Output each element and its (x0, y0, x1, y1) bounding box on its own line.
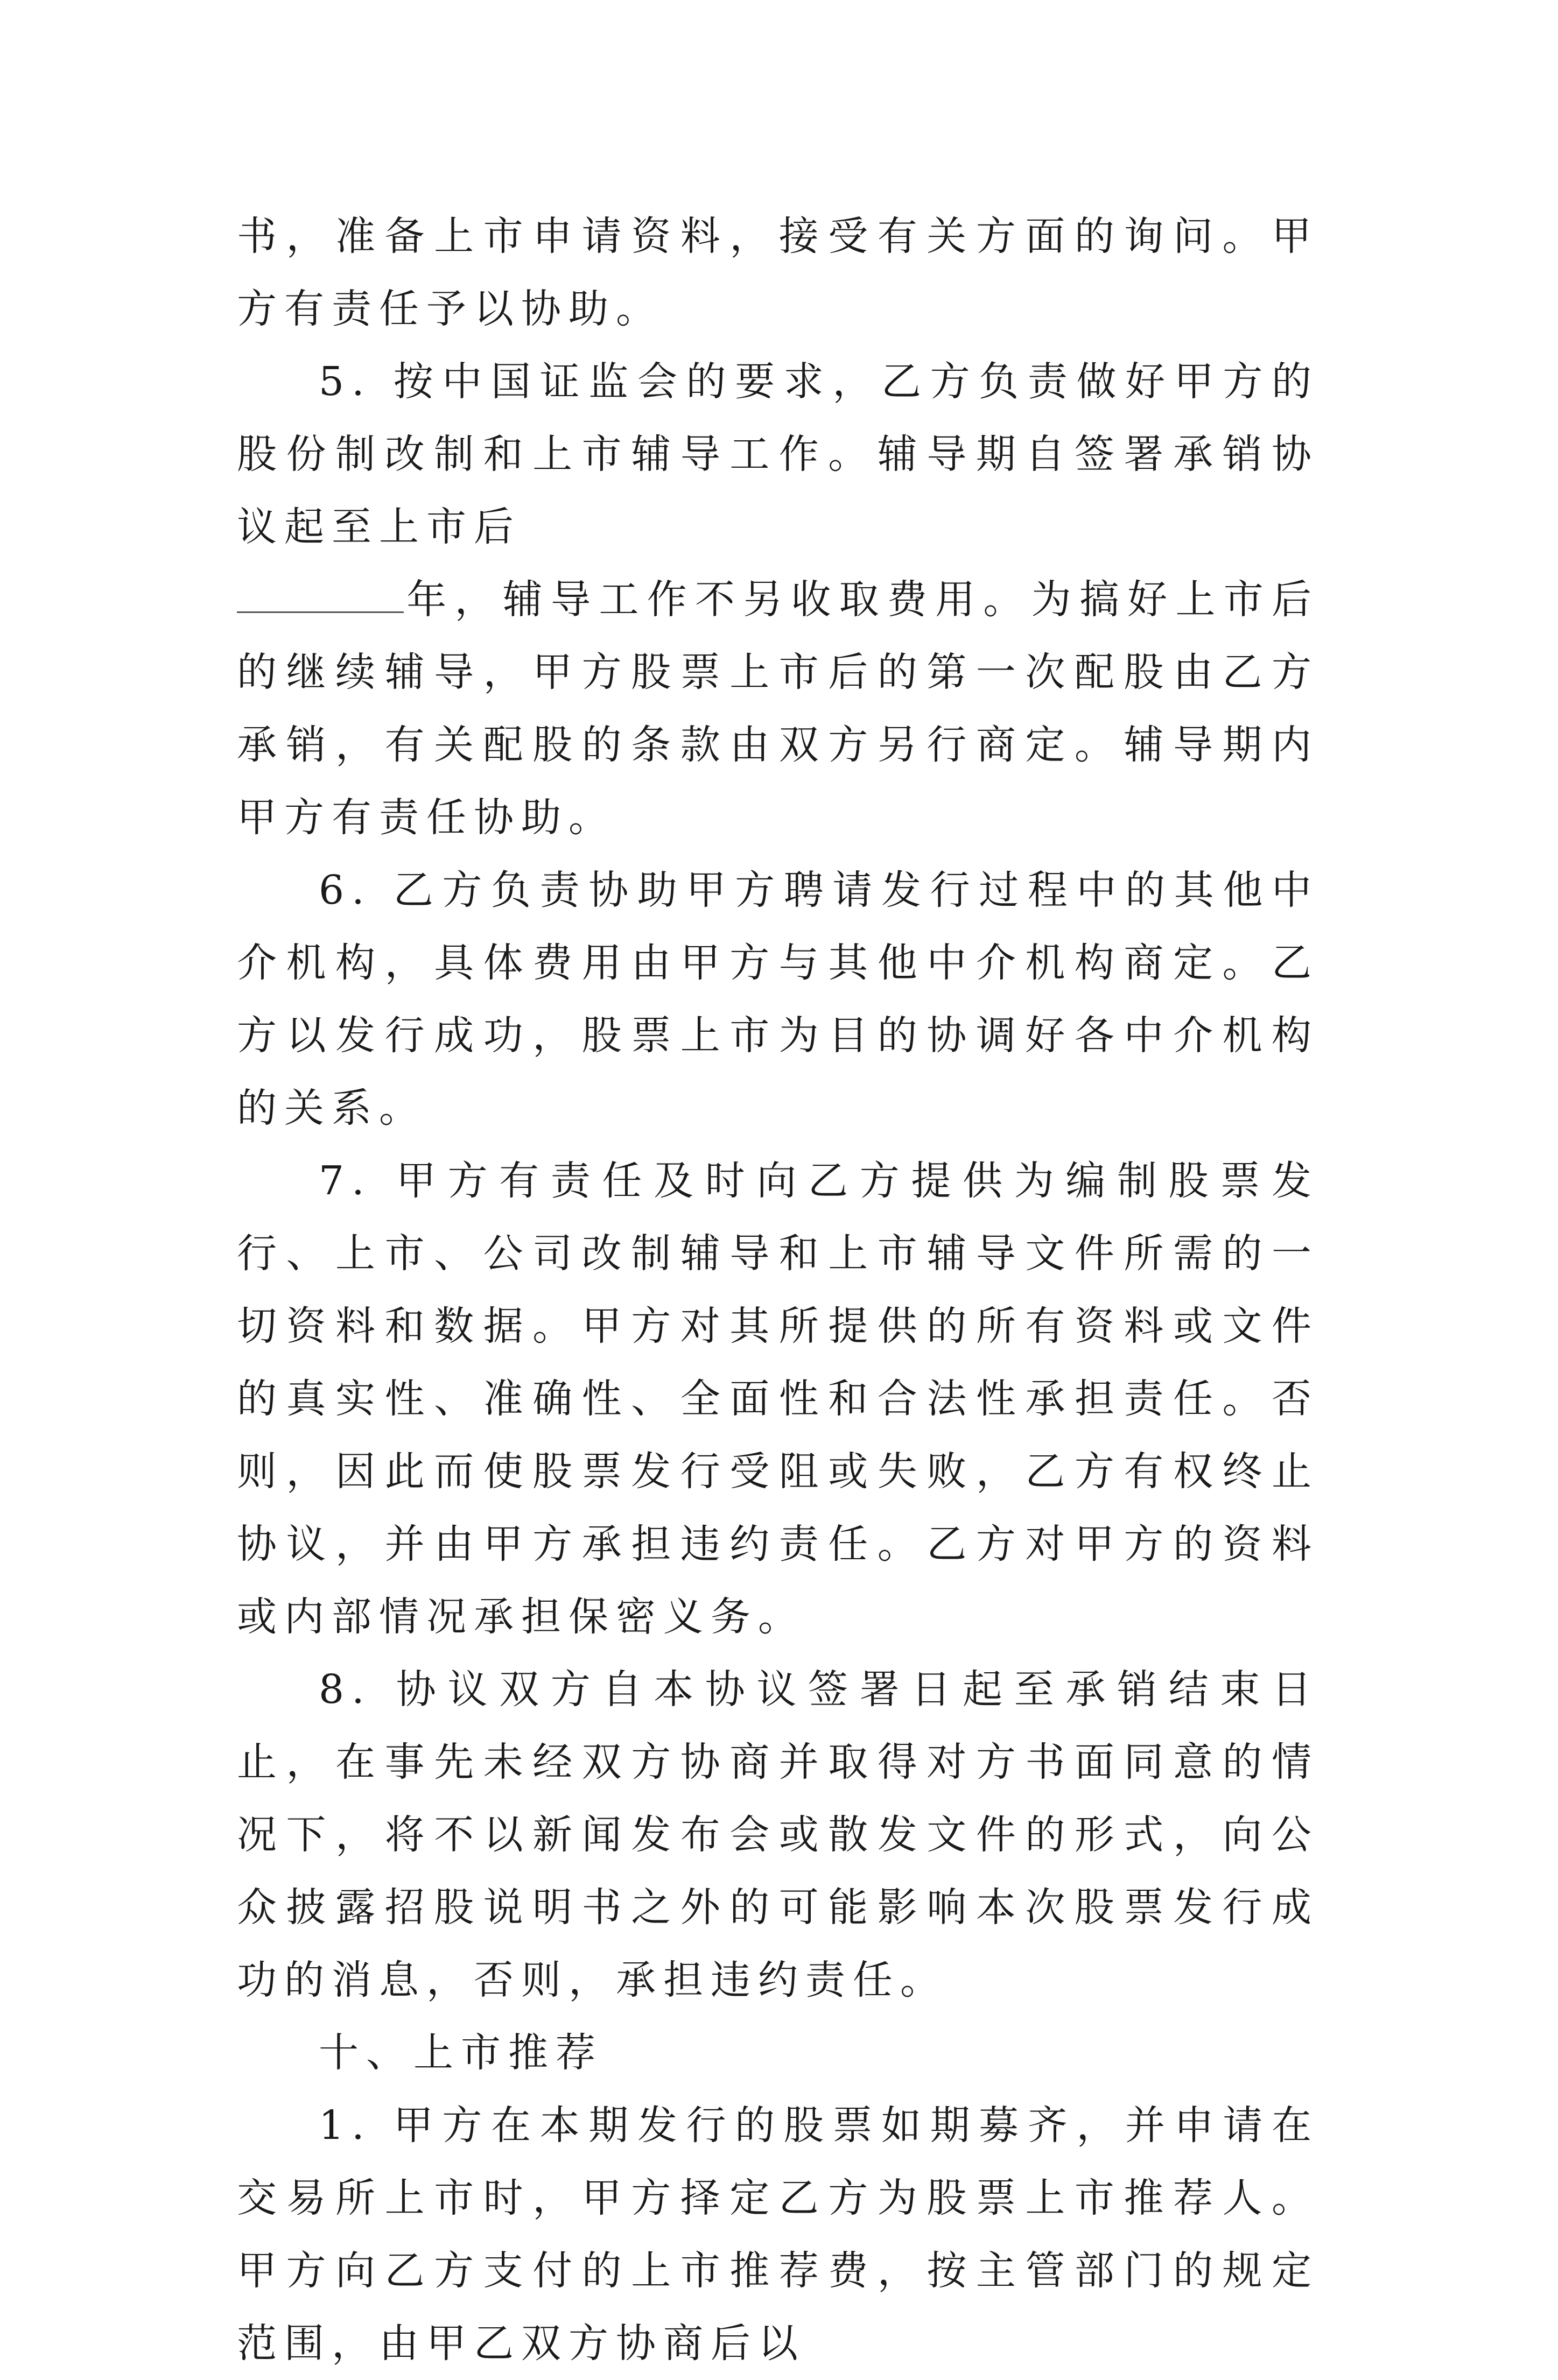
paragraph-continuation: 书，准备上市申请资料，接受有关方面的询问。甲方有责任予以协助。 (237, 213, 1319, 332)
paragraph-item-5-text: 5. 按中国证监会的要求，乙方负责做好甲方的股份制改制和上市辅导工作。辅导期自签署承销协议起至上市后 (237, 358, 1319, 550)
paragraph-item-8: 8. 协议双方自本协议签署日起至承销结束日止，在事先未经双方协商并取得对方书面同意的情况下，将不以新闻发布会或散发文件的形式，向公众披露招股说明书之外的可能影响本次股票发行成功的消息，否则，承担违约责任。 (237, 1666, 1319, 2003)
paragraph-item-7: 7. 甲方有责任及时向乙方提供为编制股票发行、上市、公司改制辅导和上市辅导文件所需的一切资料和数据。甲方对其所提供的所有资料或文件的真实性、准确性、全面性和合法性承担责任。否则，因此而使股票发行受阻或失败，乙方有权终止协议，并由甲方承担违约责任。乙方对甲方的资料或内部情况承担保密义务。 (237, 1158, 1319, 1640)
paragraph-section-10-item-1: 1. 甲方在本期发行的股票如期募齐，并申请在交易所上市时，甲方择定乙方为股票上市推荐人。甲方向乙方支付的上市推荐费，按主管部门的规定范围，由甲乙双方协商后以 (237, 2102, 1319, 2367)
paragraph-item-5-text-after: 年，辅导工作不另收取费用。为搞好上市后的继续辅导，甲方股票上市后的第一次配股由乙方承销，有关配股的条款由双方另行商定。辅导期内甲方有责任协助。 (237, 576, 1319, 841)
paragraph-item-6: 6. 乙方负责协助甲方聘请发行过程中的其他中介机构，具体费用由甲方与其他中介机构商定。乙方以发行成功，股票上市为目的协调好各中介机构的关系。 (237, 867, 1319, 1131)
section-heading-listing-recommendation: 十、上市推荐 (319, 2030, 603, 2076)
fill-in-blank (237, 574, 404, 613)
document-page (237, 200, 1319, 2380)
paragraph-item-5 (237, 346, 1319, 854)
